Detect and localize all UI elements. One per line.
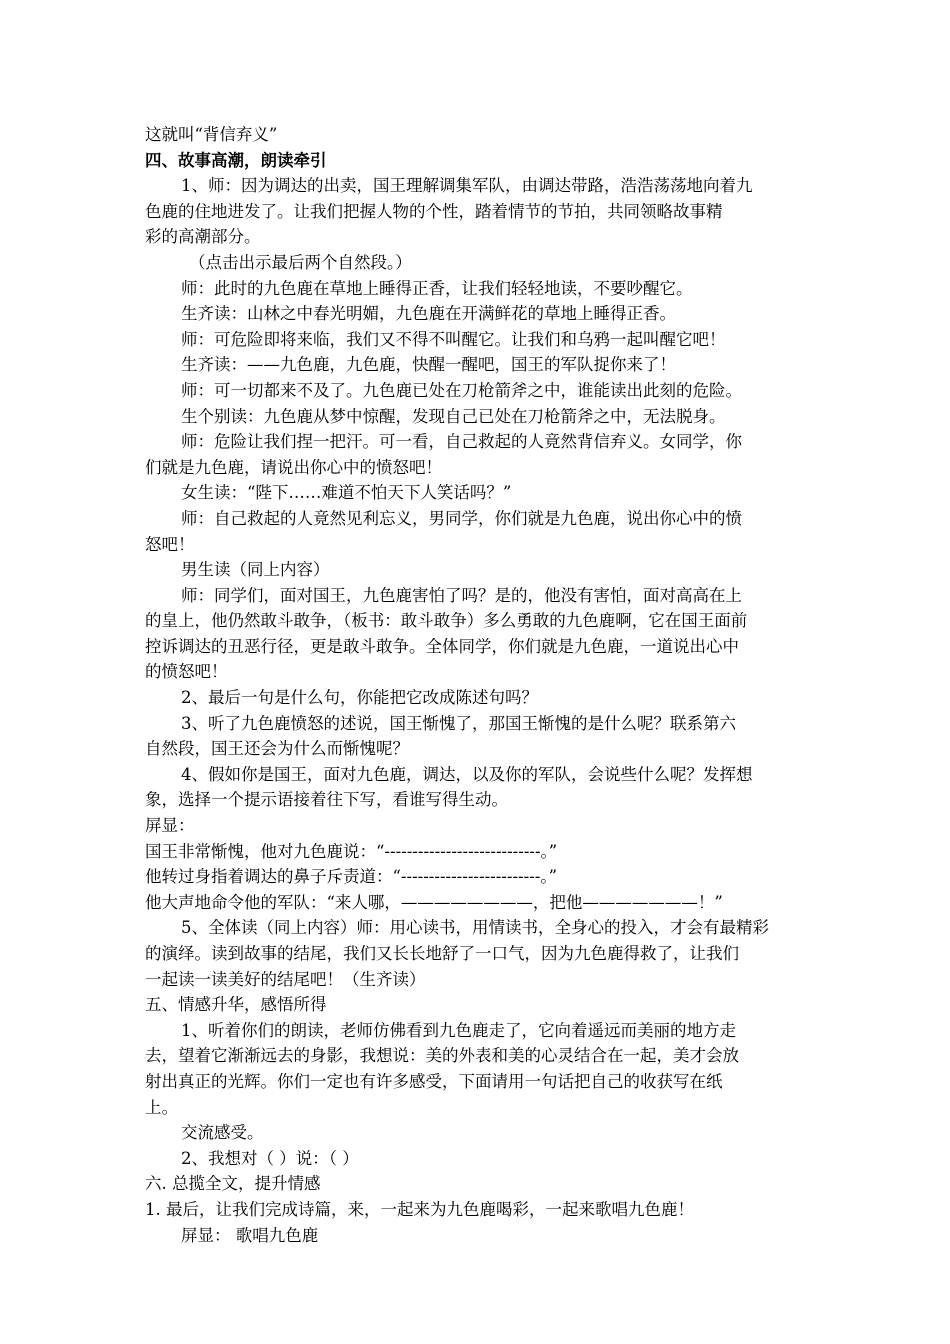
text-line: 4、假如你是国王，面对九色鹿，调达，以及你的军队，会说些什么呢？发挥想	[181, 764, 753, 784]
text-line: 这就叫“背信弃义”	[145, 125, 278, 144]
text-line: 生齐读：山林之中春光明媚，九色鹿在开满鲜花的草地上睡得正香。	[181, 304, 676, 324]
document-body	[145, 122, 813, 1248]
text-line: 的皇上，他仍然敢斗敢争，（板书：敢斗敢争）多么勇敢的九色鹿啊，它在国王面前	[145, 611, 748, 631]
text-line: 师：同学们，面对国王，九色鹿害怕了吗？是的，他没有害怕，面对高高在上	[181, 585, 742, 605]
text-line: 自然段，国王还会为什么而惭愧呢？	[145, 739, 409, 759]
section-heading: 六. 总揽全文，提升情感	[145, 1174, 321, 1194]
text-line: 师：可一切都来不及了。九色鹿已处在刀枪箭斧之中，谁能读出此刻的危险。	[181, 380, 742, 400]
text-line: 女生读：“陛下……难道不怕天下人笑话吗？”	[181, 483, 512, 503]
text-line: 的愤怒吧！	[145, 662, 228, 682]
text-line: 2、我想对（ ）说：（ ）	[181, 1148, 359, 1168]
text-line: 5、全体读（同上内容）师：用心读书，用情读书，全身心的投入，才会有最精彩	[181, 918, 769, 938]
text-line: 的演绎。读到故事的结尾，我们又长长地舒了一口气，因为九色鹿得救了，让我们	[145, 944, 739, 963]
section-heading: 五、情感升华，感悟所得	[145, 995, 327, 1015]
text-line: 1. 最后，让我们完成诗篇，来，一起来为九色鹿喝彩，一起来歌唱九色鹿！	[145, 1199, 694, 1219]
text-line: 他大声地命令他的军队：“来人哪，————————，把他———————！”	[145, 892, 723, 912]
text-line: 屏显： 歌唱九色鹿	[181, 1225, 319, 1245]
text-line: 射出真正的光辉。你们一定也有许多感受，下面请用一句话把自己的收获写在纸	[145, 1071, 723, 1091]
text-line: 怒吧！	[145, 534, 195, 554]
text-line: 1、师：因为调达的出卖，国王理解调集军队，由调达带路，浩浩荡荡地向着九	[181, 176, 753, 196]
text-line: 一起读一读美好的结尾吧！（生齐读）	[145, 969, 426, 989]
text-line: 生齐读：——九色鹿，九色鹿，快醒一醒吧，国王的军队捉你来了！	[181, 355, 676, 375]
text-line: 象，选择一个提示语接着往下写，看谁写得生动。	[145, 790, 508, 810]
text-line: 师：自己救起的人竟然见利忘义，男同学，你们就是九色鹿，说出你心中的愤	[181, 508, 742, 528]
text-line: 去，望着它渐渐远去的身影，我想说：美的外表和美的心灵结合在一起，美才会放	[145, 1046, 739, 1066]
text-line: 2、最后一句是什么句，你能把它改成陈述句吗？	[181, 688, 538, 708]
text-line: 彩的高潮部分。	[145, 227, 261, 247]
text-line: 交流感受。	[181, 1123, 264, 1143]
text-line: 色鹿的住地进发了。让我们把握人物的个性，踏着情节的节拍，共同领略故事精	[145, 201, 723, 221]
text-line: 师：此时的九色鹿在草地上睡得正香，让我们轻轻地读，不要吵醒它。	[181, 278, 693, 298]
text-line: 们就是九色鹿，请说出你心中的愤怒吧！	[145, 457, 442, 477]
text-line: 上。	[145, 1097, 178, 1117]
text-line: 屏显：	[145, 816, 195, 836]
text-line: 师：危险让我们捏一把汗。可一看，自己救起的人竟然背信弃义。女同学，你	[181, 432, 742, 452]
text-line: 男生读（同上内容）	[181, 560, 330, 580]
text-line: 3、听了九色鹿愤怒的述说，国王惭愧了，那国王惭愧的是什么呢？联系第六	[181, 713, 736, 733]
section-heading: 四、故事高潮，朗读牵引	[145, 150, 327, 170]
text-line: 生个别读：九色鹿从梦中惊醒，发现自己已处在刀枪箭斧之中，无法脱身。	[181, 406, 726, 426]
text-line: 国王非常惭愧，他对九色鹿说：“----------------------------。”	[145, 841, 558, 861]
text-line: 1、听着你们的朗读，老师仿佛看到九色鹿走了，它向着遥远而美丽的地方走	[181, 1020, 736, 1040]
text-line: 师：可危险即将来临，我们又不得不叫醒它。让我们和乌鸦一起叫醒它吧！	[181, 329, 726, 349]
text-line: 他转过身指着调达的鼻子斥责道：“-------------------------。”	[145, 867, 558, 887]
text-line: 控诉调达的丑恶行径，更是敢斗敢争。全体同学，你们就是九色鹿，一道说出心中	[145, 636, 739, 656]
text-line: （点击出示最后两个自然段。）	[189, 252, 412, 272]
